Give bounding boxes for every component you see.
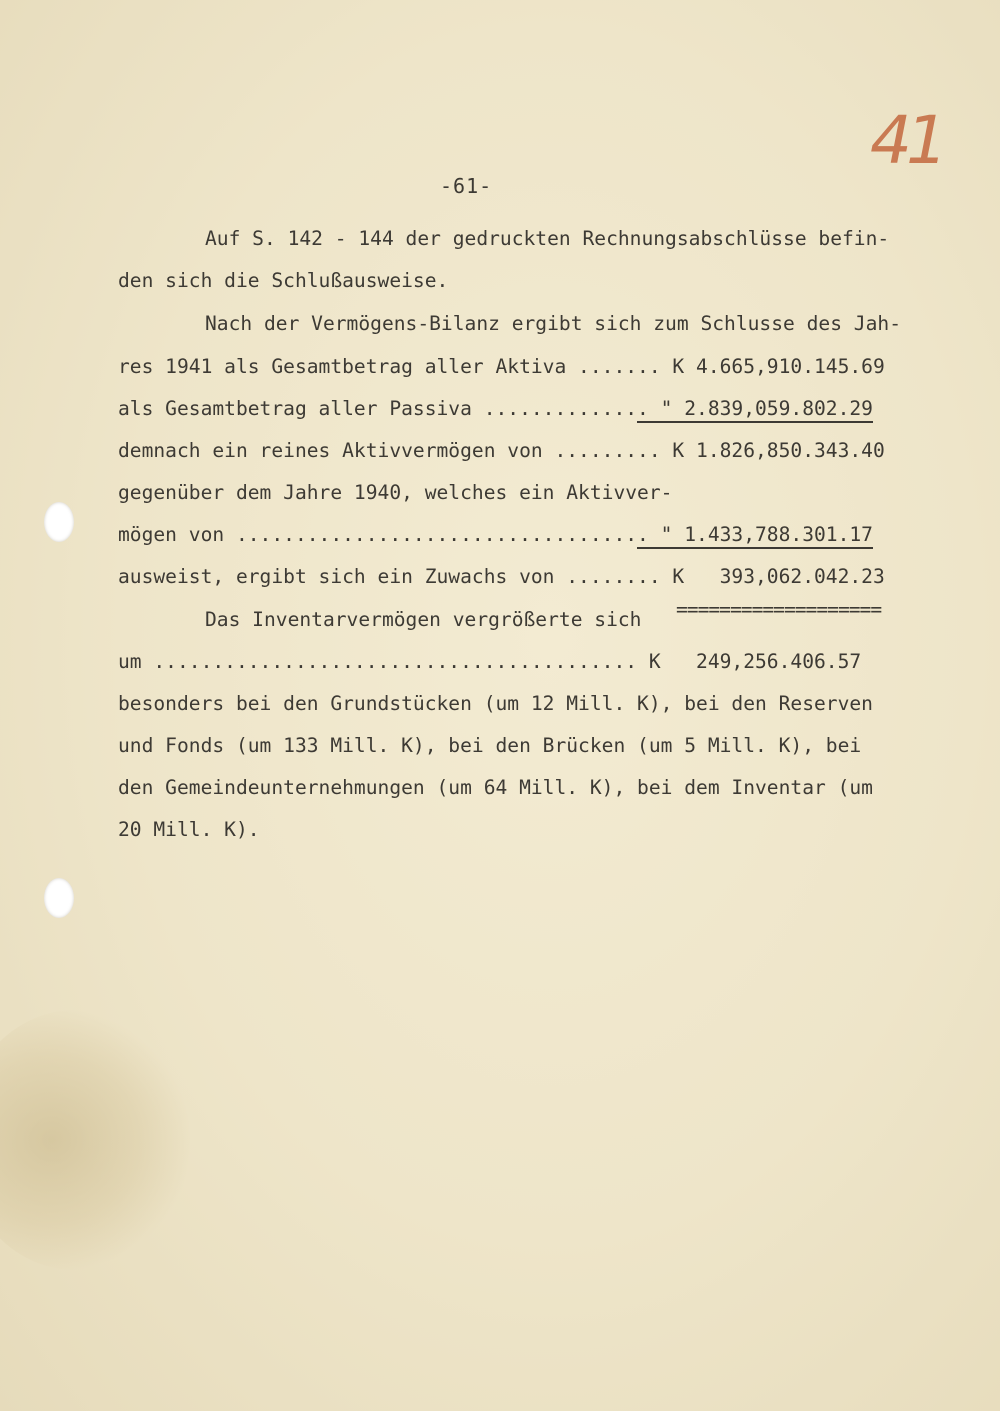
text-line-14: den Gemeindeunternehmungen (um 64 Mill. K), bei dem Inventar (um	[118, 776, 873, 799]
text-line-13: und Fonds (um 133 Mill. K), bei den Brücken (um 5 Mill. K), bei	[118, 734, 862, 757]
passiva-label: als Gesamtbetrag aller Passiva .............	[118, 397, 638, 420]
text-line-1940	[118, 525, 873, 545]
text-line-zuwachs: ausweist, ergibt sich ein Zuwachs von ........ K 393,062.042.23	[118, 565, 885, 588]
passiva-amount: . " 2.839,059.802.29	[637, 397, 873, 423]
punch-hole-top	[44, 502, 74, 542]
text-line-2: den sich die Schlußausweise.	[118, 269, 449, 292]
water-stain	[0, 1010, 190, 1270]
text-line-aktivvermoegen: demnach ein reines Aktivvermögen von ......... K 1.826,850.343.40	[118, 439, 885, 462]
handwritten-folio-number: 41	[870, 102, 942, 179]
vermoegen-1940-label: mögen von ..................................	[118, 523, 638, 546]
text-line-inventar-amount: um ......................................... K 249,256.406.57	[118, 650, 862, 673]
text-line-7: gegenüber dem Jahre 1940, welches ein Aktivver-	[118, 481, 673, 504]
text-line-3: Nach der Vermögens-Bilanz ergibt sich zum Schlusse des Jah-	[205, 312, 901, 335]
text-line-passiva	[118, 399, 873, 419]
page-number: -61-	[440, 174, 493, 198]
double-underline-rule: ===================	[676, 598, 882, 621]
text-line-inventar: Das Inventarvermögen vergrößerte sich	[205, 608, 642, 631]
vermoegen-1940-amount: . " 1.433,788.301.17	[637, 523, 873, 549]
text-line-aktiva: res 1941 als Gesamtbetrag aller Aktiva ....... K 4.665,910.145.69	[118, 355, 885, 378]
text-line-1: Auf S. 142 - 144 der gedruckten Rechnungsabschlüsse befin-	[205, 227, 890, 250]
text-line-12: besonders bei den Grundstücken (um 12 Mill. K), bei den Reserven	[118, 692, 873, 715]
punch-hole-bottom	[44, 878, 74, 918]
text-line-15: 20 Mill. K).	[118, 818, 260, 841]
